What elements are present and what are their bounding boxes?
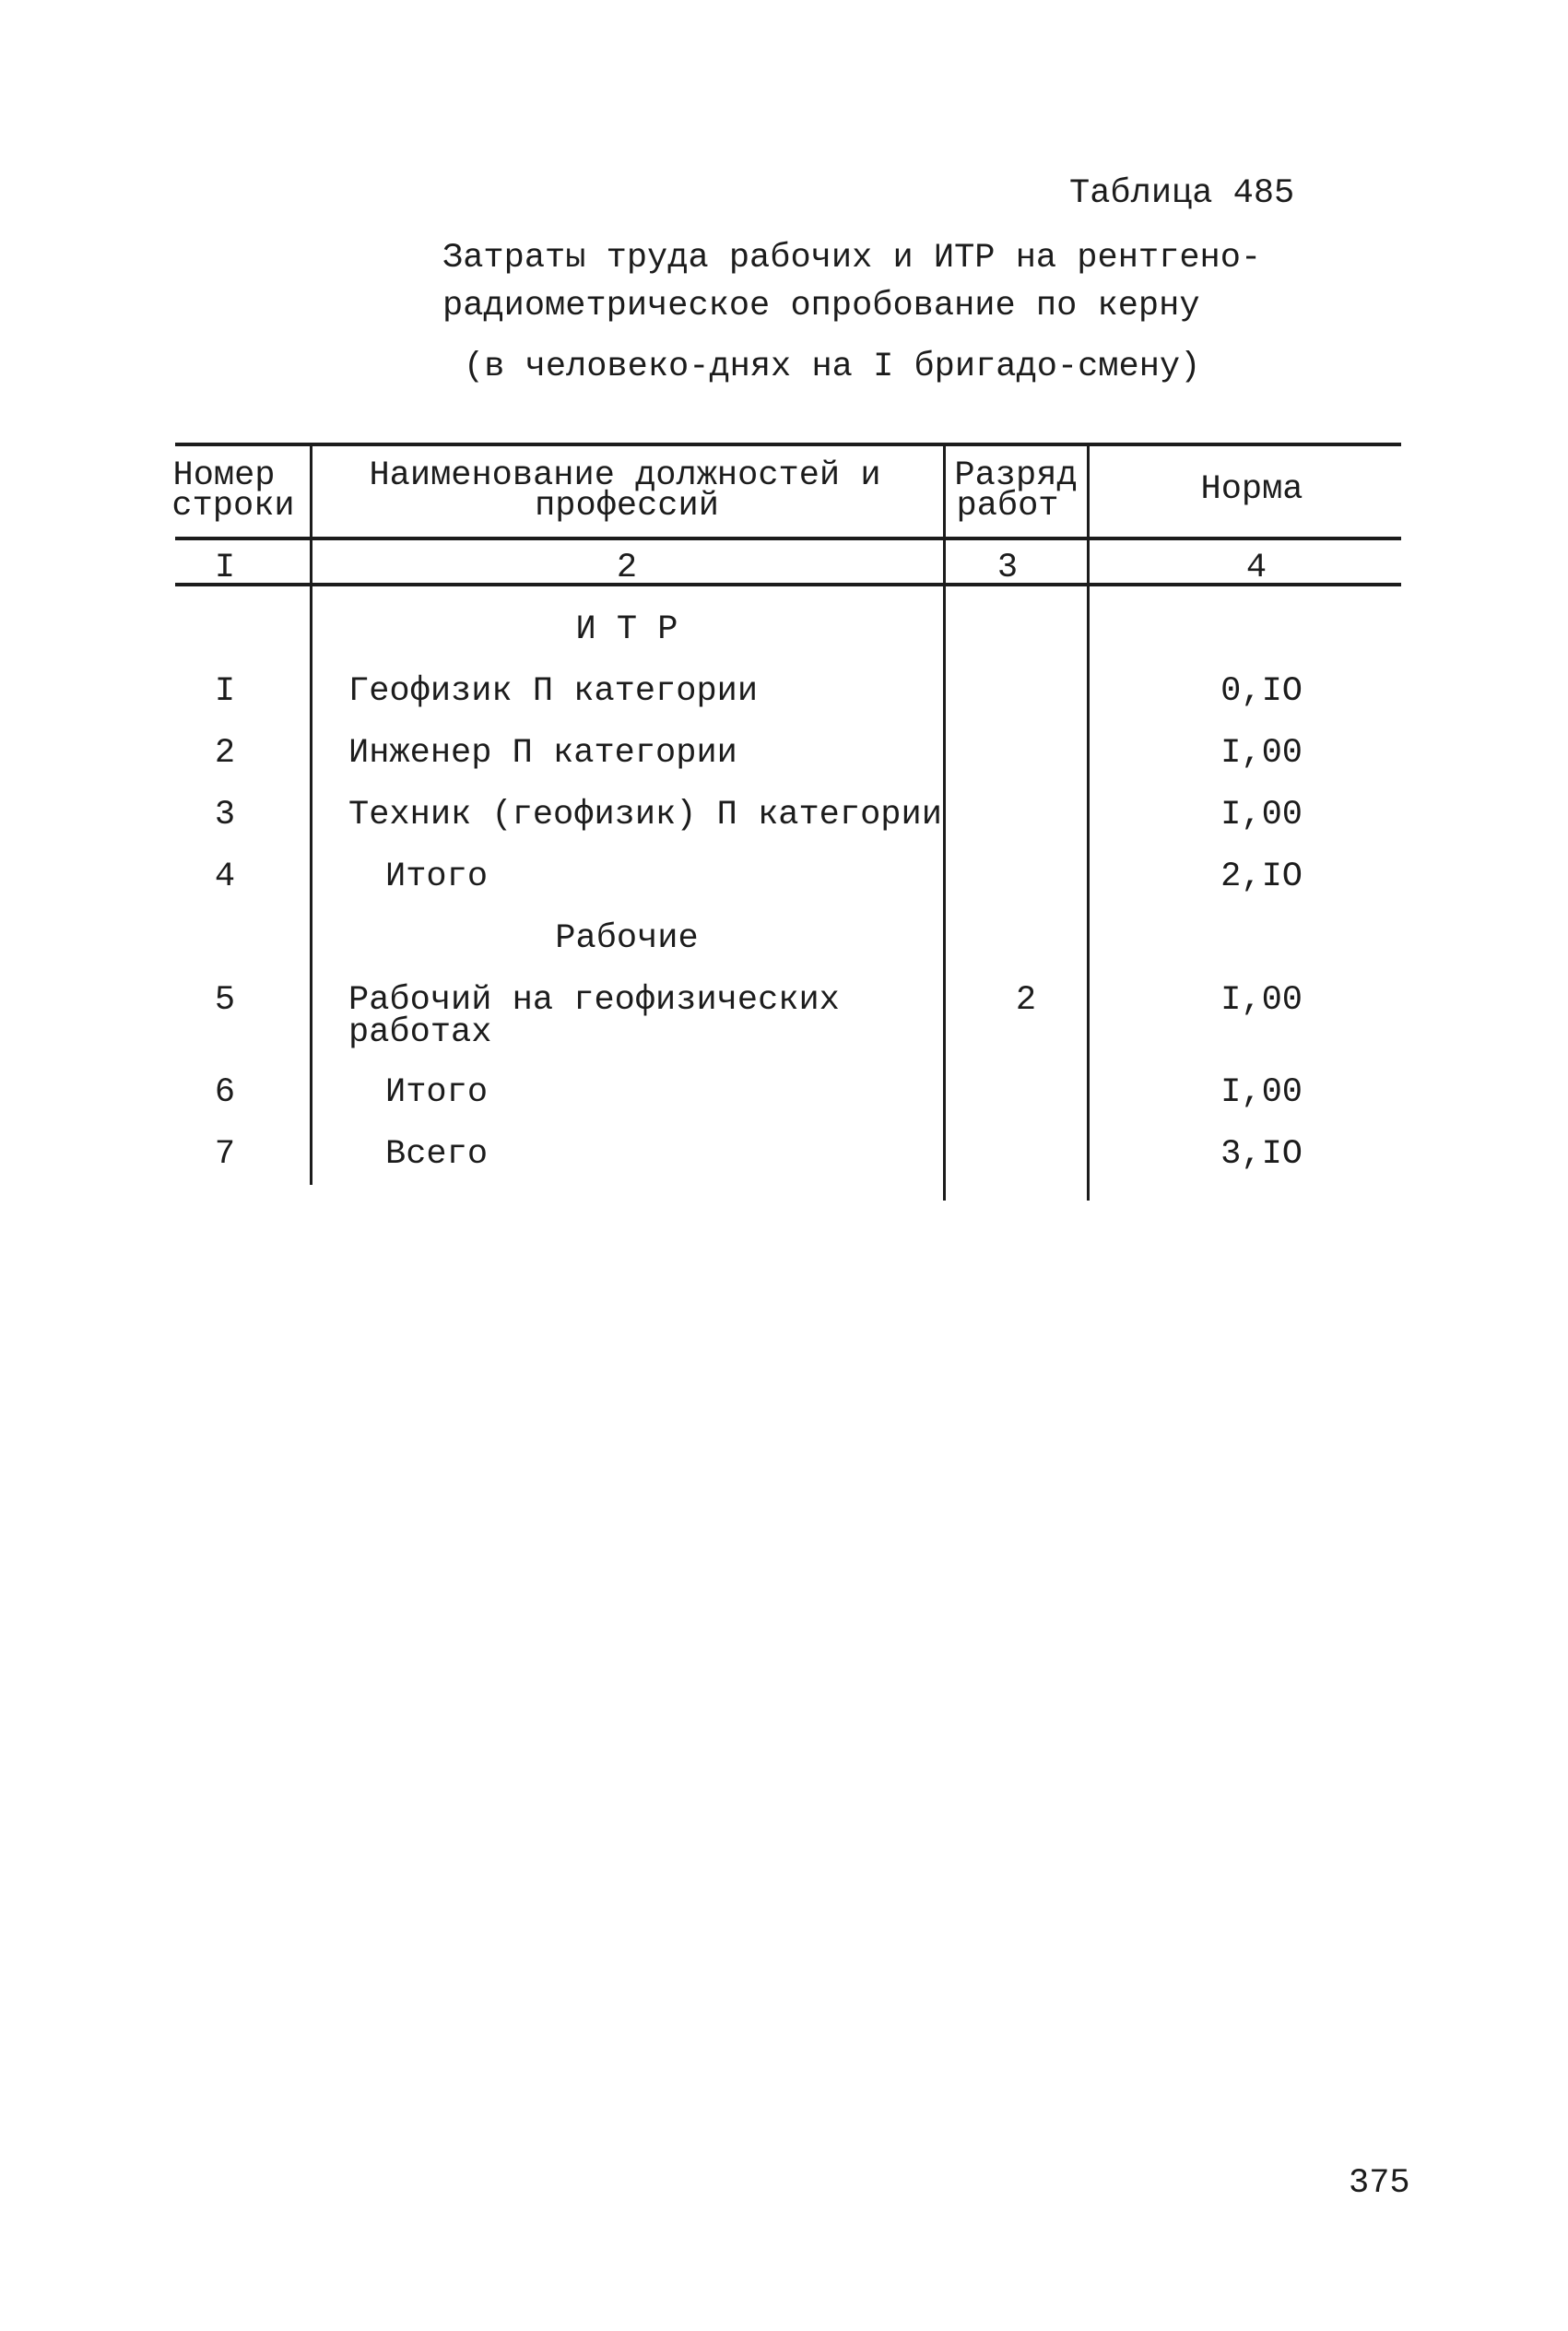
column-number-1: I [214, 549, 236, 587]
page-number: 375 [1349, 2164, 1410, 2203]
column-number-4: 4 [1245, 549, 1267, 587]
column-divider-1 [310, 443, 312, 1185]
section-heading-itr: И Т Р [575, 610, 678, 649]
row-norm: I,00 [1220, 734, 1303, 773]
header-position-name: Наименование должностей и [369, 456, 881, 495]
header-bottom-rule [175, 537, 1401, 540]
row-number: 5 [214, 981, 236, 1020]
row-norm: 0,IO [1220, 672, 1303, 711]
row-norm: I,00 [1220, 981, 1303, 1020]
row-number: 2 [214, 734, 236, 773]
column-number-2: 2 [616, 549, 638, 587]
table-top-rule [175, 443, 1401, 446]
section-heading-workers: Рабочие [555, 919, 699, 958]
row-position-name: Рабочий на геофизических [348, 981, 840, 1020]
column-number-3: 3 [996, 549, 1019, 587]
table-subtitle: (в человеко-днях на I бригадо-смену) [464, 348, 1201, 386]
table-title-line2: радиометрическое опробование по керну [442, 287, 1200, 325]
table-title-line1: Затраты труда рабочих и ИТР на рентгено- [442, 239, 1262, 278]
row-number: 4 [214, 858, 236, 896]
row-position-name: Итого [385, 858, 489, 896]
row-number: 3 [214, 796, 236, 834]
row-position-name: Геофизик П категории [348, 672, 759, 711]
column-divider-3 [1087, 443, 1090, 1201]
table-label: Таблица 485 [1069, 174, 1295, 213]
header-norm: Норма [1200, 470, 1303, 509]
header-grade-line2: работ [956, 487, 1059, 526]
row-norm: I,00 [1220, 1073, 1303, 1112]
header-position-name-line2: профессий [535, 487, 719, 526]
row-number: I [214, 672, 236, 711]
row-norm: 2,IO [1220, 858, 1303, 896]
row-position-name: Инженер П категории [348, 734, 737, 773]
row-norm: 3,IO [1220, 1135, 1303, 1174]
row-position-name: Итого [385, 1073, 489, 1112]
header-grade: Разряд [954, 456, 1078, 495]
row-number: 6 [214, 1073, 236, 1112]
row-position-name-line2: работах [348, 1013, 492, 1052]
row-number: 7 [214, 1135, 236, 1174]
number-row-rule [175, 583, 1401, 586]
row-norm: I,00 [1220, 796, 1303, 834]
row-position-name: Всего [385, 1135, 489, 1174]
row-position-name: Техник (геофизик) П категории [348, 796, 942, 834]
row-grade: 2 [1015, 981, 1037, 1020]
header-row-number: Номер [172, 456, 276, 495]
column-divider-2 [943, 443, 946, 1201]
header-row-number-line2: строки [171, 487, 295, 526]
